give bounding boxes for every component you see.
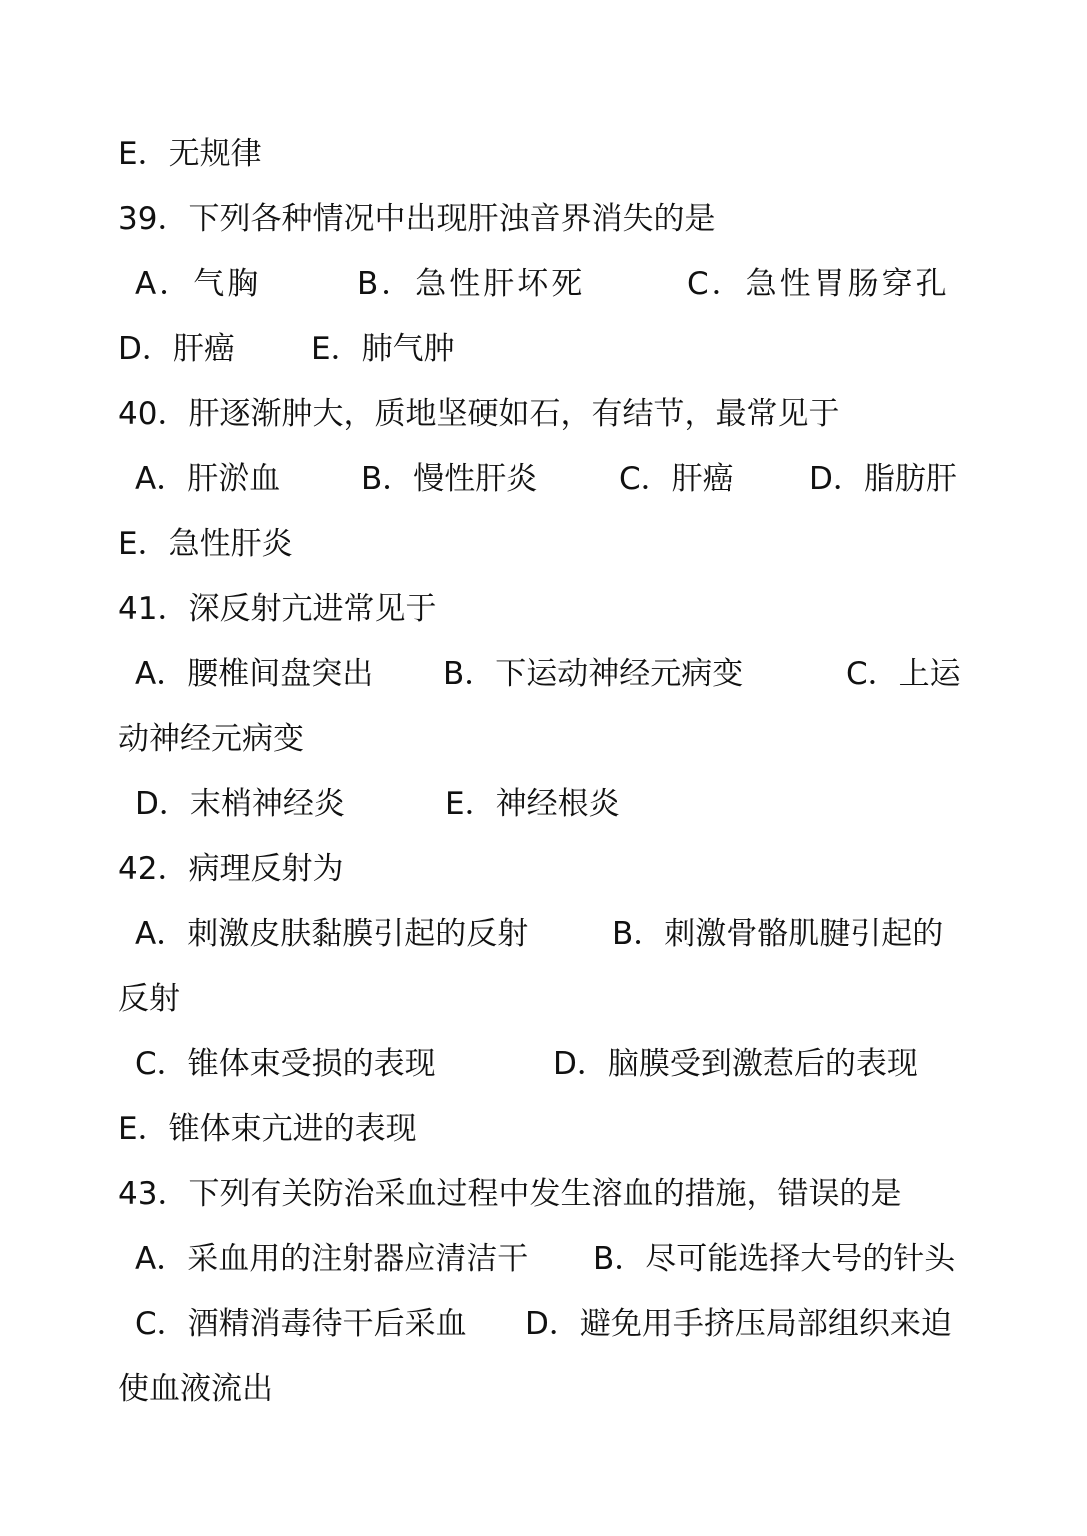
q40-option-d: D．脂肪肝	[809, 461, 957, 497]
q42-option-c: C．锥体束受损的表现	[135, 1046, 436, 1082]
q43-option-c: C．酒精消毒待干后采血	[135, 1306, 467, 1342]
q42-option-e: E．锥体束亢进的表现	[118, 1111, 417, 1147]
question-41-options-row2	[135, 782, 975, 826]
question-42-options-row1	[135, 912, 975, 956]
q39-option-a: A．气胸	[135, 266, 262, 302]
q41-option-b: B．下运动神经元病变	[443, 656, 744, 692]
q40-option-e: E．急性肝炎	[118, 526, 293, 562]
question-41-options-row1	[135, 652, 975, 696]
q41-option-a: A．腰椎间盘突出	[135, 656, 374, 692]
q40-option-c: C．肝癌	[619, 461, 734, 497]
question-39-options-row2	[118, 327, 958, 371]
question-42: 42．病理反射为	[118, 851, 344, 887]
question-39: 39．下列各种情况中出现肝浊音界消失的是	[118, 201, 716, 237]
question-43-options-row2	[135, 1302, 985, 1346]
question-43: 43．下列有关防治采血过程中发生溶血的措施，错误的是	[118, 1176, 902, 1212]
q42-option-a: A．刺激皮肤黏膜引起的反射	[135, 916, 529, 952]
question-39-options-row1	[135, 262, 975, 306]
q43-option-b: B．尽可能选择大号的针头	[593, 1241, 956, 1277]
question-40: 40．肝逐渐肿大，质地坚硬如石，有结节，最常见于	[118, 396, 840, 432]
q43-option-d: D．避免用手挤压局部组织来迫	[525, 1306, 952, 1342]
question-42-options-row2	[135, 1042, 975, 1086]
q42-option-b-continued: 反射	[118, 981, 180, 1017]
q40-option-b: B．慢性肝炎	[361, 461, 538, 497]
q43-option-a: A．采血用的注射器应清洁干	[135, 1241, 529, 1277]
q43-option-d-continued: 使血液流出	[118, 1371, 273, 1407]
q42-option-b: B．刺激骨骼肌腱引起的	[612, 916, 944, 952]
q41-option-c: C．上运	[846, 656, 961, 692]
q41-option-e: E．神经根炎	[445, 786, 620, 822]
option-e-previous: E．无规律	[118, 136, 262, 172]
q39-option-d: D．肝癌	[118, 331, 235, 367]
q42-option-d: D．脑膜受到激惹后的表现	[553, 1046, 918, 1082]
question-40-options-row1	[135, 457, 975, 501]
q41-option-c-continued: 动神经元病变	[118, 721, 304, 757]
question-43-options-row1	[135, 1237, 985, 1281]
q39-option-e: E．肺气肿	[311, 331, 455, 367]
q39-option-c: C．急性胃肠穿孔	[687, 266, 950, 302]
q39-option-b: B．急性肝坏死	[357, 266, 586, 302]
q40-option-a: A．肝淤血	[135, 461, 281, 497]
question-41: 41．深反射亢进常见于	[118, 591, 437, 627]
q41-option-d: D．末梢神经炎	[135, 786, 345, 822]
